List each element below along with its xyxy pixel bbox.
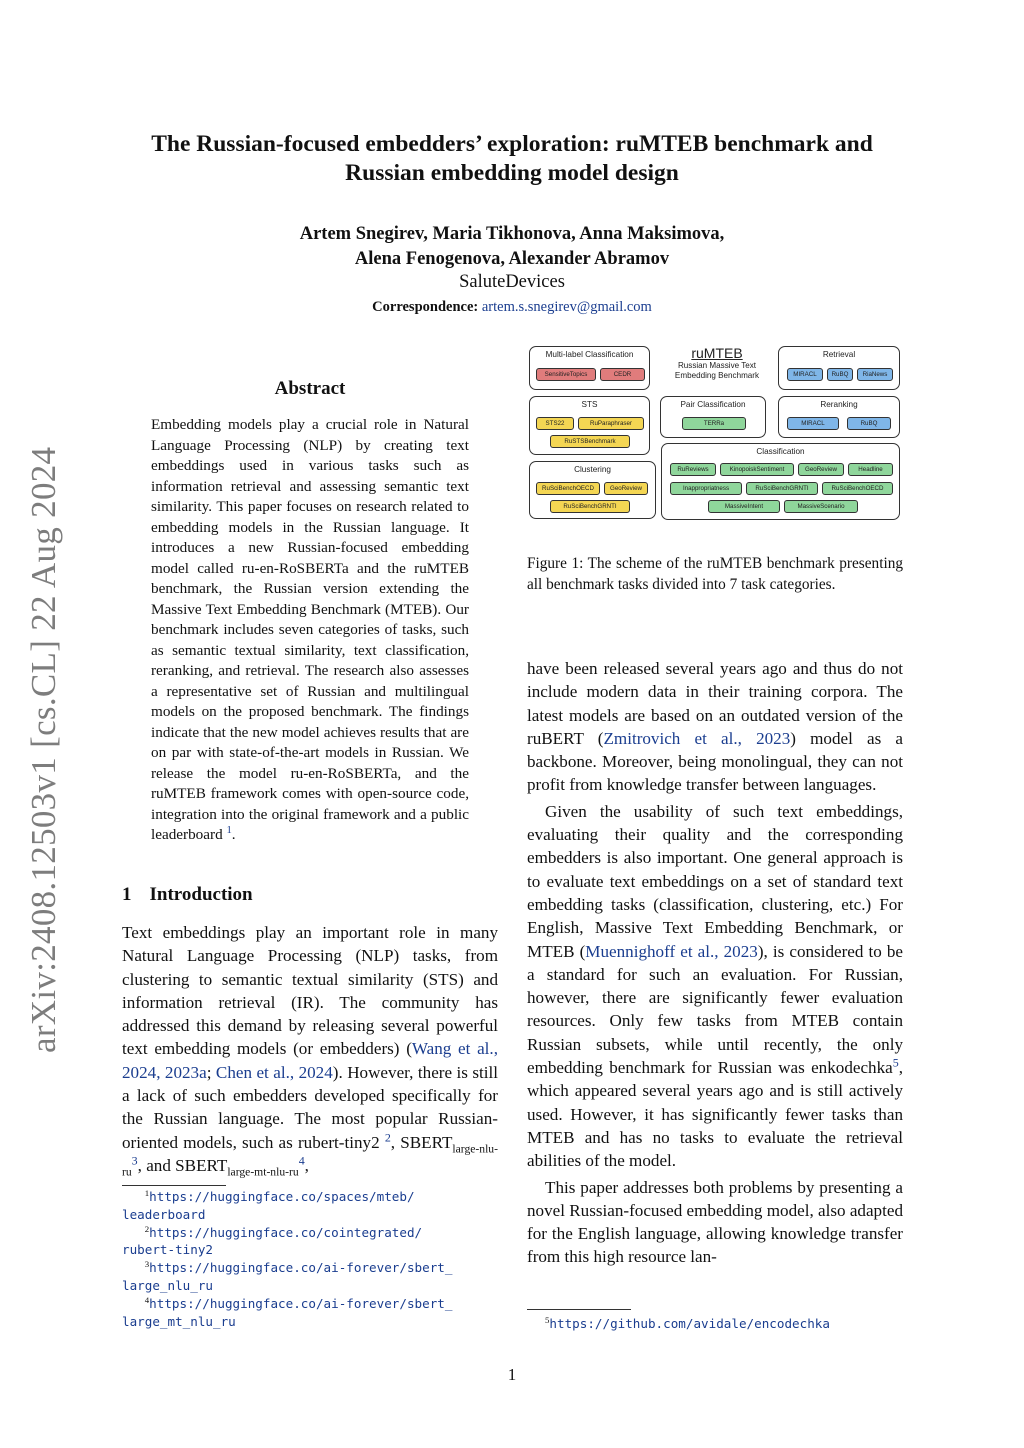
title-line-2: Russian embedding model design — [345, 160, 679, 186]
paper-title — [100, 130, 924, 188]
abstract-text: Embedding models play a crucial role in Natural Language Processing (NLP) by creating text embeddings used in various tasks such as information retrieval and assessing semantic text similarity. This paper focuses on research related to embedding models in the Russian language. It introduces a new Russian-focused embedding model called ru-en-RoSBERTa and the ruMTEB benchmark, the Russian version extending the Massive Text Embedding Benchmark (MTEB). Our benchmark includes seven categories of tasks, such as semantic textual similarity, text classification, reranking, and retrieval. The research also assesses a representative set of Russian and multilingual models on the proposed benchmark. The findings indicate that the new model achieves results that are on par with state-of-the-art models in Russian. We release the model ru-en-RoSBERTa, and the ruMTEB framework comes with open-source code, integration into the original framework and a public leaderboard — [151, 416, 469, 843]
right-text-1b: ) model as a backbone. Moreover, being monolingual, they can not profit from knowledge transfer between languages. — [527, 728, 903, 795]
title-line-1: The Russian-focused embedders’ exploration: ruMTEB benchmark and — [151, 131, 873, 157]
right-column-text — [527, 657, 903, 1269]
footnote-3 — [122, 1259, 502, 1277]
footnote-rule-right — [527, 1309, 631, 1310]
task-chip: GeoReview — [798, 463, 844, 476]
group-label: Classification — [756, 447, 805, 456]
footnote-4 — [122, 1295, 502, 1313]
intro-text-a: Text embeddings play an important role in many Natural Language Processing (NLP) tasks, from clustering to semantic textual similarity (STS) and information retrieval (IR). The community has addressed this demand by releasing several powerful text embedding models (or embedders) ( — [122, 923, 498, 1059]
correspondence-label: Correspondence: — [372, 299, 479, 315]
citation-muennighoff[interactable]: Muennighoff et al., 2023 — [585, 941, 758, 961]
author-list — [100, 222, 924, 272]
task-chip: RuSciBenchOECD — [536, 482, 600, 495]
section-number: 1 — [122, 884, 132, 905]
task-chip: RiaNews — [857, 368, 893, 381]
group-label: Pair Classification — [680, 400, 746, 409]
footnotes-left — [122, 1188, 502, 1330]
task-chip: Headline — [848, 463, 893, 476]
footnote-3-num: 3 — [144, 1259, 150, 1269]
task-chip: RuParaphraser — [578, 417, 644, 430]
footnote-4-url[interactable]: https://huggingface.co/ai-forever/sbert_ — [149, 1295, 453, 1311]
footnote-ref-1[interactable]: 1 — [226, 824, 232, 836]
intro-text-d: , and SBERT — [137, 1155, 228, 1175]
group-pair-classification — [660, 396, 766, 438]
footnote-5 — [545, 1315, 925, 1333]
abstract-heading: Abstract — [274, 378, 346, 399]
abstract-end: . — [231, 826, 236, 843]
footnote-1 — [122, 1188, 502, 1206]
footnote-2-url[interactable]: https://huggingface.co/cointegrated/ — [149, 1224, 423, 1240]
footnote-2 — [122, 1224, 502, 1242]
footnote-ref-5[interactable]: 5 — [892, 1055, 899, 1070]
task-chip: RuBQ — [847, 417, 891, 430]
task-chip: TERRa — [682, 417, 746, 430]
group-classification — [661, 443, 900, 520]
task-chip: MassiveScenario — [784, 500, 858, 513]
right-text-1a: have been released several years ago and thus do not include modern data in their training corpora. The latest models are based on an outdated version of the ruBERT ( — [527, 659, 903, 748]
footnote-3-url[interactable]: https://huggingface.co/ai-forever/sbert_ — [149, 1260, 453, 1276]
figure-subtitle-2: Embedding Benchmark — [674, 371, 760, 380]
task-chip: SensitiveTopics — [536, 368, 596, 381]
task-chip: MIRACL — [787, 417, 839, 430]
footnote-1-num: 1 — [144, 1187, 150, 1198]
citation-wang[interactable]: Wang et al., 2024, 2023a — [122, 1039, 498, 1082]
task-chip: MIRACL — [787, 368, 823, 381]
group-clustering — [529, 461, 656, 519]
footnote-2-url-cont[interactable]: rubert-tiny2 — [122, 1242, 213, 1258]
citation-chen[interactable]: Chen et al., 2024 — [215, 1062, 333, 1082]
right-paragraph-3: This paper addresses both problems by presenting a novel Russian-focused embedding model, also adapted for the English language, allowing knowledge transfer from this high resource lan- — [527, 1177, 903, 1267]
figure-title-block — [657, 345, 777, 381]
task-chip: RuSciBenchGRNTI — [746, 482, 818, 495]
task-chip: MassiveIntent — [708, 500, 780, 513]
affiliation: SaluteDevices — [459, 272, 565, 292]
footnote-4-num: 4 — [144, 1294, 150, 1305]
group-label: Retrieval — [822, 350, 856, 359]
intro-text-e: , — [304, 1155, 309, 1175]
footnote-ref-2[interactable]: 2 — [384, 1129, 391, 1144]
task-chip: KinopoiskSentiment — [720, 463, 794, 476]
abstract-body — [151, 415, 469, 846]
right-text-2c: , which appeared several years ago and is still actively used. However, it has significantly fewer tasks than MTEB and has no tasks to evaluate the retrieval abilities of the model. — [527, 1058, 903, 1171]
task-chip: RuBQ — [827, 368, 853, 381]
citation-zmitrovich[interactable]: Zmitrovich et al., 2023 — [603, 728, 791, 748]
arxiv-id-text: arXiv:2408.12503v1 [cs.CL] 22 Aug 2024 — [24, 446, 63, 1053]
intro-text-b: ). However, there is still a lack of such embedders developed specifically for the Russian language. The most popular Russian-oriented models, such as rubert-tiny2 — [122, 1062, 499, 1152]
footnote-rule-left — [122, 1185, 226, 1186]
group-reranking — [778, 396, 900, 438]
footnote-1-url[interactable]: https://huggingface.co/spaces/mteb/ — [149, 1189, 415, 1204]
footnote-ref-4[interactable]: 4 — [298, 1153, 305, 1168]
page-number: 1 — [507, 1365, 517, 1384]
group-retrieval — [778, 346, 900, 390]
authors-line-2: Alena Fenogenova, Alexander Abramov — [354, 249, 670, 269]
task-chip: RuSciBenchOECD — [822, 482, 893, 495]
task-chip: CEDR — [600, 368, 645, 381]
citation-separator: ; — [206, 1062, 216, 1082]
footnote-1-url-cont[interactable]: leaderboard — [122, 1206, 206, 1222]
group-label: Multi-label Classification — [545, 350, 634, 359]
correspondence-email-link[interactable]: artem.s.snegirev@gmail.com — [481, 299, 652, 315]
task-chip: GeoReview — [604, 482, 648, 495]
task-chip: RuSciBenchGRNTI — [550, 500, 630, 513]
group-label: Clustering — [574, 465, 611, 474]
figure-rumteb-scheme — [527, 343, 903, 523]
footnotes-right — [545, 1315, 925, 1333]
footnote-3-url-cont[interactable]: large_nlu_ru — [122, 1277, 213, 1293]
footnote-5-num: 5 — [545, 1314, 550, 1325]
intro-paragraph-1 — [122, 921, 498, 1177]
authors-line-1: Artem Snegirev, Maria Tikhonova, Anna Maksimova, — [299, 224, 725, 244]
figure-title: ruMTEB — [691, 345, 743, 361]
subscript-large-mt-nlu-ru: large-mt-nlu-ru — [227, 1165, 299, 1179]
right-paragraph-1 — [527, 657, 903, 797]
arxiv-identifier — [20, 445, 80, 1055]
task-chip: RuSTSBenchmark — [550, 435, 630, 448]
section-title: Introduction — [149, 884, 253, 905]
footnote-2-num: 2 — [144, 1223, 150, 1234]
footnote-4-url-cont[interactable]: large_mt_nlu_ru — [122, 1313, 236, 1329]
subscript-large-nlu-ru: large-nlu-ru — [122, 1142, 498, 1179]
figure-caption: Figure 1: The scheme of the ruMTEB benchmark presenting all benchmark tasks divided into 7 task categories. — [527, 555, 903, 593]
footnote-5-url[interactable]: https://github.com/avidale/encodechka — [549, 1316, 830, 1331]
right-paragraph-2 — [527, 800, 903, 1173]
section-heading-introduction — [122, 884, 253, 906]
intro-text-c: , SBERT — [390, 1132, 453, 1152]
group-multilabel-classification — [529, 346, 650, 390]
group-label: STS — [581, 400, 598, 409]
correspondence — [100, 298, 924, 316]
task-chip: STS22 — [536, 417, 574, 430]
footnote-ref-3[interactable]: 3 — [131, 1153, 138, 1168]
right-text-2a: Given the usability of such text embeddings, evaluating their quality and the corresponding embedders is also important. One general approach is to evaluate text embeddings on a set of standard text embedding tasks (classification, clustering, etc.) For English, Massive Text Embedding Benchmark, or MTEB ( — [527, 801, 903, 961]
right-text-2b: ), is considered to be a standard for such an evaluation. For Russian, however, there are significantly fewer evaluation resources. Only few tasks from MTEB contain Russian subsets, while until recently, the only embedding benchmark for Russian was enkodechka — [527, 941, 904, 1078]
task-chip: Inappropriatness — [670, 482, 742, 495]
task-chip: RuReviews — [670, 463, 716, 476]
group-sts — [529, 396, 650, 455]
figure-subtitle-1: Russian Massive Text — [677, 361, 757, 370]
group-label: Reranking — [820, 400, 858, 409]
